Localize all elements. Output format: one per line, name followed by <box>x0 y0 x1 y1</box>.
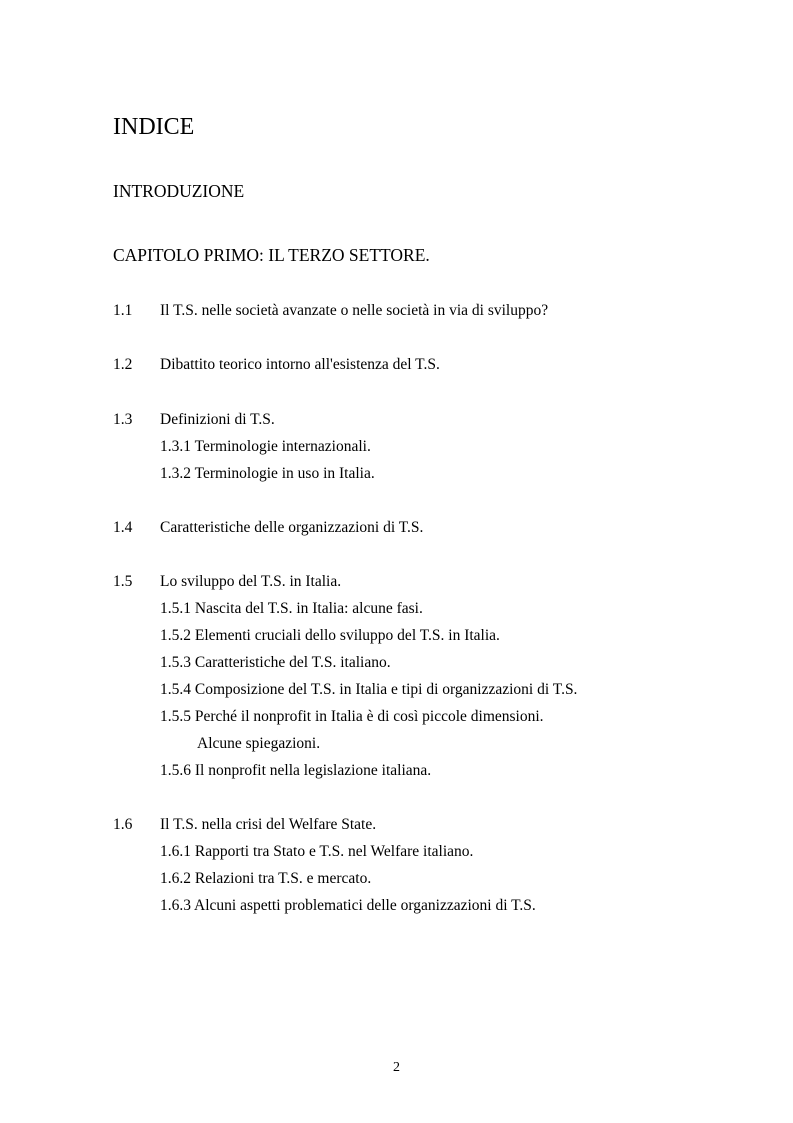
section-title: Caratteristiche delle organizzazioni di T.S. <box>160 519 424 536</box>
toc-subsection: 1.6.2 Relazioni tra T.S. e mercato. <box>160 870 372 887</box>
section-title: Il T.S. nelle società avanzate o nelle società in via di sviluppo? <box>160 302 549 319</box>
page-number: 2 <box>393 1060 400 1075</box>
toc-subsection: 1.5.5 Perché il nonprofit in Italia è di così piccole dimensioni. <box>160 708 544 725</box>
toc-subsection: 1.5.3 Caratteristiche del T.S. italiano. <box>160 654 391 671</box>
section-title: Dibattito teorico intorno all'esistenza del T.S. <box>160 356 440 373</box>
toc-subsection: 1.5.6 Il nonprofit nella legislazione italiana. <box>160 762 432 779</box>
section-title: Lo sviluppo del T.S. in Italia. <box>160 573 342 590</box>
section-title: Definizioni di T.S. <box>160 411 275 428</box>
toc-subsection: 1.3.1 Terminologie internazionali. <box>160 438 371 455</box>
toc-introduction: INTRODUZIONE <box>113 181 245 201</box>
page-title: INDICE <box>113 114 195 140</box>
section-number: 1.4 <box>113 519 133 536</box>
section-title: Il T.S. nella crisi del Welfare State. <box>160 816 377 833</box>
toc-subsection: 1.3.2 Terminologie in uso in Italia. <box>160 465 375 482</box>
section-number: 1.2 <box>113 356 133 373</box>
toc-subsection: 1.5.2 Elementi cruciali dello sviluppo del T.S. in Italia. <box>160 627 500 644</box>
section-number: 1.6 <box>113 816 133 833</box>
toc-subsection: 1.6.1 Rapporti tra Stato e T.S. nel Welfare italiano. <box>160 843 474 860</box>
section-number: 1.3 <box>113 411 133 428</box>
toc-subsection-continuation: Alcune spiegazioni. <box>197 735 321 752</box>
section-number: 1.5 <box>113 573 133 590</box>
toc-subsection: 1.6.3 Alcuni aspetti problematici delle organizzazioni di T.S. <box>160 897 536 914</box>
toc-chapter-heading: CAPITOLO PRIMO: IL TERZO SETTORE. <box>113 245 430 265</box>
toc-subsection: 1.5.1 Nascita del T.S. in Italia: alcune fasi. <box>160 600 423 617</box>
toc-subsection: 1.5.4 Composizione del T.S. in Italia e tipi di organizzazioni di T.S. <box>160 681 578 698</box>
section-number: 1.1 <box>113 302 133 319</box>
